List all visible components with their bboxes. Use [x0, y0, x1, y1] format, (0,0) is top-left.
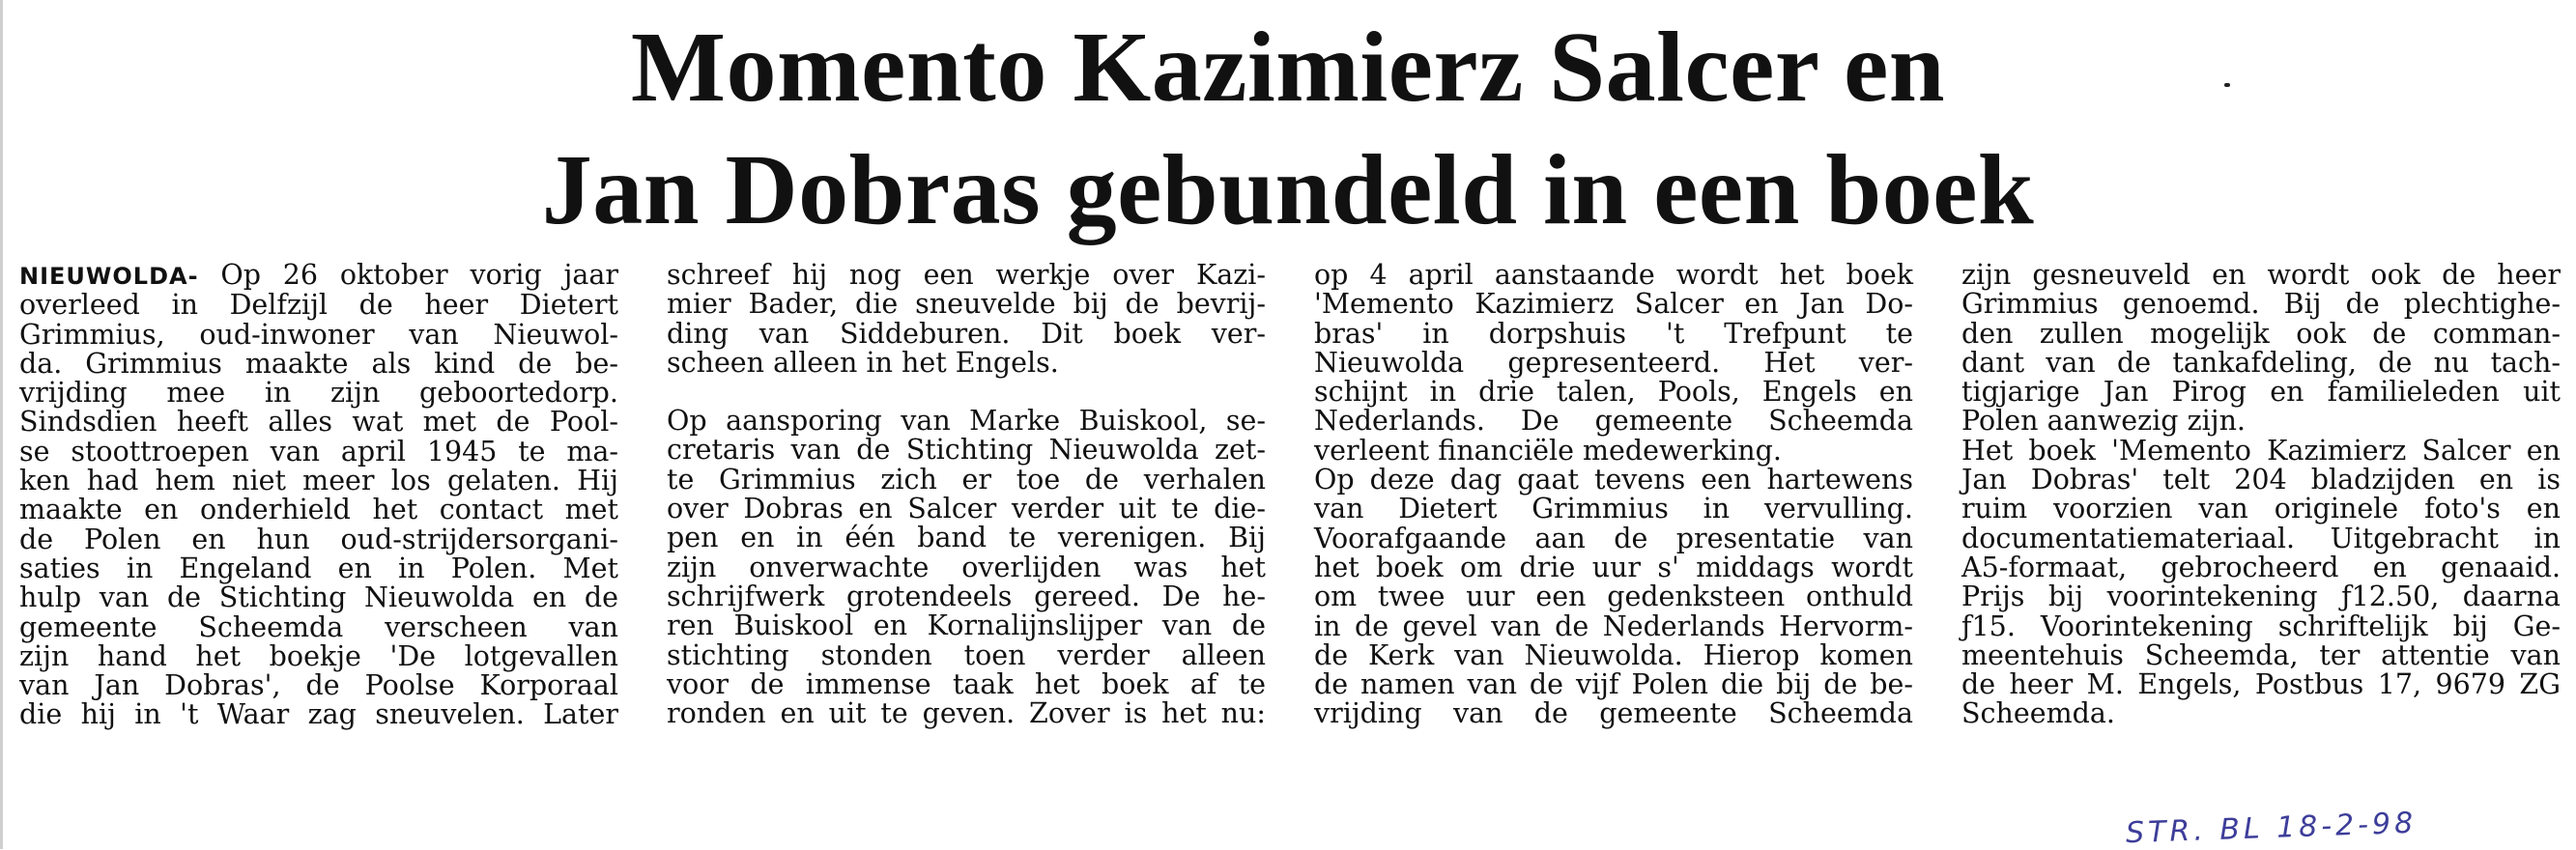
headline-line-2: Jan Dobras gebundeld in een boek — [541, 134, 2035, 245]
column-line: de Polen en hun oud-strijdersorgani- — [19, 523, 618, 555]
column-line: Nieuwolda gepresenteerd. Het ver- — [1314, 346, 1913, 379]
column-line: de Kerk van Nieuwolda. Hierop komen — [1314, 638, 1913, 671]
column-line: ken had hem niet meer los gelaten. Hij — [19, 465, 618, 497]
column-line: bras' in dorpshuis 't Trefpunt te — [1314, 317, 1913, 350]
article-column-4 — [1961, 261, 2561, 729]
column-line: ruim voorzien van originele foto's en — [1961, 493, 2561, 525]
column-line: documentatiemateriaal. Uitgebracht in — [1961, 522, 2561, 554]
paragraph-gap — [667, 378, 1266, 407]
column-line: dant van de tankafdeling, de nu tach- — [1961, 346, 2561, 379]
handwritten-annotation: STR. BL 18-2-98 — [2125, 806, 2418, 850]
column-line: maakte en onderhield het contact met — [19, 494, 618, 526]
column-line: ƒ15. Voorintekening schriftelijk bij Ge- — [1961, 609, 2561, 642]
column-line: de heer M. Engels, Postbus 17, 9679 ZG — [1961, 668, 2561, 701]
dateline: NIEUWOLDA- — [19, 263, 199, 290]
column-line: zijn gesneuveld en wordt ook de heer — [1961, 259, 2561, 291]
column-line: voor de immense taak het boek af te — [667, 667, 1266, 700]
column-line: mier Bader, die sneuvelde bij de bevrij- — [667, 288, 1266, 321]
column-line: van Jan Dobras', de Poolse Korporaal — [19, 669, 618, 702]
column-line: pen en in één band te verenigen. Bij — [667, 522, 1266, 554]
column-line: da. Grimmius maakte als kind de be- — [19, 347, 618, 380]
column-line: verleent financiële medewerking. — [1314, 434, 1782, 467]
column-line: vrijding van de gemeente Scheemda — [1314, 697, 1913, 730]
column-line: Op aansporing van Marke Buiskool, se- — [667, 405, 1266, 438]
column-line: Jan Dobras' telt 204 bladzijden en is — [1961, 464, 2561, 496]
column-line: ronden en uit te geven. Zover is het nu: — [667, 697, 1266, 730]
column-line: cretaris van de Stichting Nieuwolda zet- — [667, 434, 1266, 467]
scan-edge — [0, 0, 3, 849]
column-line: overleed in Delfzijl de heer Dietert — [19, 289, 618, 322]
column-line: Voorafgaande aan de presentatie van — [1314, 522, 1913, 554]
column-line: se stoottroepen van april 1945 te ma- — [19, 435, 618, 468]
article-column-2 — [667, 261, 1266, 728]
column-line: zijn onverwachte overlijden was het — [667, 551, 1266, 583]
column-line: Op deze dag gaat tevens een hartewens — [1314, 464, 1913, 496]
column-line: schijnt in drie talen, Pools, Engels en — [1314, 376, 1913, 409]
column-line: Scheemda. — [1961, 697, 2115, 730]
column-line: den zullen mogelijk ook de comman- — [1961, 317, 2561, 350]
article-column-1 — [19, 261, 618, 730]
headline-line-1: Momento Kazimierz Salcer en — [630, 12, 1946, 123]
column-line: tigjarige Jan Pirog en familieleden uit — [1961, 376, 2561, 409]
column-line: van Dietert Grimmius in vervulling. — [1314, 493, 1913, 525]
column-line: Prijs bij voorintekening ƒ12.50, daarna — [1961, 581, 2561, 613]
column-line: scheen alleen in het Engels. — [667, 346, 1059, 379]
article-column-3 — [1314, 261, 1913, 729]
column-line: Sindsdien heeft alles wat met de Pool- — [19, 406, 618, 439]
column-line: 'Memento Kazimierz Salcer en Jan Do- — [1314, 288, 1913, 321]
column-line: Grimmius, oud-inwoner van Nieuwol- — [19, 318, 618, 351]
column-line-text: Op 26 oktober vorig jaar — [198, 259, 618, 291]
column-line: Het boek 'Memento Kazimierz Salcer en — [1961, 434, 2561, 467]
column-line: A5-formaat, gebrocheerd en genaaid. — [1961, 551, 2561, 583]
column-line: zijn hand het boekje 'De lotgevallen — [19, 639, 618, 672]
column-line: over Dobras en Salcer verder uit te die- — [667, 493, 1266, 525]
column-line: om twee uur een gedenksteen onthuld — [1314, 581, 1913, 613]
column-line: stichting stonden toen verder alleen — [667, 638, 1266, 671]
column-line: te Grimmius zich er toe de verhalen — [667, 463, 1266, 496]
column-line — [19, 261, 618, 291]
column-line: vrijding mee in zijn geboortedorp. — [19, 377, 618, 410]
column-line: ren Buiskool en Kornalijnslijper van de — [667, 609, 1266, 642]
column-line: Nederlands. De gemeente Scheemda — [1314, 405, 1913, 438]
column-line: die hij in 't Waar zag sneuvelen. Later — [19, 698, 618, 731]
column-line: in de gevel van de Nederlands Hervorm- — [1314, 609, 1913, 642]
column-line: de namen van de vijf Polen die bij de be- — [1314, 668, 1913, 701]
column-line: het boek om drie uur s' middags wordt — [1314, 551, 1913, 583]
column-line: hulp van de Stichting Nieuwolda en de — [19, 581, 618, 614]
column-line: schrijfwerk grotendeels gereed. De he- — [667, 580, 1266, 612]
column-line: Grimmius genoemd. Bij de plechtighe- — [1961, 288, 2561, 321]
column-line: op 4 april aanstaande wordt het boek — [1314, 259, 1913, 291]
column-line: saties in Engeland en in Polen. Met — [19, 552, 618, 584]
column-line: meentehuis Scheemda, ter attentie van — [1961, 638, 2561, 671]
column-line: gemeente Scheemda verscheen van — [19, 610, 618, 643]
column-line: Polen aanwezig zijn. — [1961, 405, 2246, 438]
column-line: schreef hij nog een werkje over Kazi- — [667, 259, 1266, 291]
column-line: ding van Siddeburen. Dit boek ver- — [667, 317, 1266, 350]
